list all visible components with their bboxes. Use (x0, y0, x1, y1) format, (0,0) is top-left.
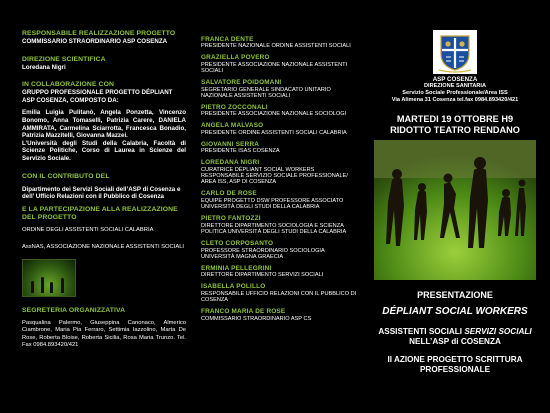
speaker-role: PRESIDENTE NAZIONALE ORDINE ASSISTENTI SOCIALI (201, 43, 351, 50)
contrib-text: Dipartimento dei Servizi Sociali dell’ASP di Cosenza e dell’ Ufficio Relazioni con il Pubblico di Cosenza (22, 185, 181, 201)
speaker-role: PROFESSORE STRAORDINARIO SOCIOLOGIA UNIVERSITÀ MAGNA GRAECIA (201, 247, 325, 260)
speaker-name: GIOVANNI SERRA (201, 140, 260, 148)
collab-members: Emilia Luigia Pulitanò, Angela Ponzetta, Vincenzo Bonomo, Anna Tomaselli, Patrizia Carere, DANIELA AMMIRATA, Carmelina Sciarrotta, Francesca Bonadio, Patrizia Mazzitelli, Giovanna Mazzei. (22, 109, 186, 140)
speaker-entry (201, 265, 359, 279)
speaker-entry (201, 190, 359, 210)
speaker-entry (201, 215, 359, 235)
speaker-role: PRESIDENTE ASSOCIAZIONE NAZIONALE SOCIOLOGI (201, 111, 347, 118)
figure-silhouette (61, 278, 64, 293)
org-department: DIREZIONE SANITARIA (423, 83, 487, 90)
contrib-heading: CON IL CONTRIBUTO DEL (22, 172, 110, 180)
org-name: ASP COSENZA (432, 76, 478, 83)
presentation-subtitle (370, 327, 540, 347)
partecip-item-1: ORDINE DEGLI ASSISTENTI SOCIALI CALABRIA (22, 226, 154, 233)
speaker-entry (201, 308, 359, 322)
speaker-role: CURATRICE DÉPLIANT SOCIAL WORKERS RESPONSABILE SERVIZIO SOCIALE PROFESSIONALE/ AREA ISS, ASP DI COSENZA (201, 166, 348, 186)
collab-group: GRUPPO PROFESSIONALE PROGETTO DÉPLIANT ASP COSENZA, COMPOSTO DA: (22, 89, 173, 104)
segreteria-text: Pasqualina Palermo, Giuseppina Canonaco, Almerico Ciambrone, Maria Pia Ferraro, Settimia Iazzolino, Marta De Rose, Roberta Bloise, Roberta Sicilia, Rosa Maria Trunzo. Tel. Fax 0984.893420/421 (22, 320, 186, 348)
collab-heading: IN COLLABORAZIONE CON (22, 81, 114, 89)
event-venue: RIDOTTO TEATRO RENDANO (390, 125, 520, 136)
speaker-role: DIRETTORE DIPARTIMENTO SERVIZI SOCIALI (201, 272, 324, 279)
event-column (370, 30, 540, 375)
speaker-name: ERMINIA PELLEGRINI (201, 264, 272, 272)
figure-silhouette (41, 277, 44, 293)
speaker-entry (201, 141, 359, 155)
photo-svg (374, 140, 536, 280)
org-address: Via Alimena 31 Cosenza tel.fax 0984.893420/421 (391, 97, 519, 104)
speaker-entry (201, 79, 359, 99)
collab-university: L’Università degli Studi della Calabria, Facoltà di Scienze Politiche, Corso di Laurea in Scienze del Servizio Sociale. (22, 139, 186, 162)
speaker-role: PRESIDENTE ASSOCIAZIONE NAZIONALE ASSISTENTI SOCIALI (201, 61, 348, 75)
partecip-item-2: AssNAS, ASSOCIAZIONE NAZIONALE ASSISTENTI SOCIALI (22, 243, 185, 250)
speaker-role: PRESIDENTE ORDINE ASSISTENTI SOCIALI CALABRIA (201, 129, 347, 136)
speaker-role: DIRETTORE DIPARTIMENTO SOCIOLOGIA E SCIENZA POLITICA UNIVERSITÀ DEGLI STUDI DELLA CALABRIA (201, 222, 347, 236)
presentation-title: DÉPLIANT SOCIAL WORKERS (382, 306, 528, 318)
subtitle-part-b: SERVIZI SOCIALI (464, 327, 532, 337)
speaker-entry (201, 283, 359, 303)
speaker-entry (201, 240, 359, 260)
speaker-name: ANGELA MALVASO (201, 122, 264, 130)
speaker-name: PIETRO ZOCCONALI (201, 104, 268, 112)
speaker-role: COMMISSARIO STRAORDINARIO ASP CS (201, 315, 312, 322)
green-field-thumbnail (22, 259, 76, 297)
speaker-name: LOREDANA NIGRI (201, 159, 260, 167)
speaker-role: RESPONSABILE UFFICIO RELAZIONI CON IL PUBBLICO DI COSENZA (201, 290, 357, 304)
speaker-name: GRAZIELLA POVERO (201, 54, 270, 62)
emblem-svg (433, 30, 477, 74)
speaker-entry (201, 36, 359, 50)
direction-heading: DIREZIONE SCIENTIFICA (22, 55, 106, 63)
event-date: MARTEDI 19 OTTOBRE H9 (396, 114, 514, 125)
speaker-entry (201, 159, 359, 186)
social-workers-photo (374, 140, 536, 280)
speaker-role: EQUIPE PROGETTO DSW PROFESSORE ASSOCIATO UNIVERSITÀ DEGLI STUDI DELLA CALABRIA (201, 197, 344, 211)
resp-heading: RESPONSABILE REALIZZAZIONE PROGETTO (22, 30, 176, 37)
speaker-role: SEGRETARIO GENERALE SINDACATO UNITARIO NAZIONALE ASSISTENTI SOCIALI (201, 86, 331, 100)
speaker-entry (201, 104, 359, 118)
speaker-name: ISABELLA POLILLO (201, 283, 266, 291)
speaker-entry (201, 54, 359, 74)
project-action-line-2: PROFESSIONALE (419, 365, 491, 375)
speaker-name: SALVATORE POIDOMANI (201, 79, 282, 87)
speaker-name: CARLO DE ROSE (201, 190, 257, 198)
speaker-name: CLETO CORPOSANTO (201, 240, 274, 248)
resp-name: COMMISSARIO STRAORDINARIO ASP COSENZA (22, 38, 168, 45)
left-column (22, 30, 186, 349)
org-service: Servizio Sociale Professionale/Area ISS (402, 90, 508, 97)
speaker-entry (201, 122, 359, 136)
figure-silhouette (50, 282, 53, 293)
speakers-column (201, 36, 359, 327)
speaker-name: PIETRO FANTOZZI (201, 215, 261, 223)
calabria-region-emblem-icon (433, 30, 477, 74)
direction-name: Loredana Nigri (22, 63, 66, 71)
presentation-label: PRESENTAZIONE (417, 290, 493, 301)
speaker-name: FRANCA DENTE (201, 36, 254, 43)
subtitle-line-2: NELL’ASP di COSENZA (409, 337, 501, 347)
project-action (370, 355, 540, 375)
subtitle-part-a: ASSISTENTI SOCIALI (378, 327, 465, 337)
speaker-role: PRESIDENTE ISAS COSENZA (201, 148, 280, 155)
project-action-line-1: II AZIONE PROGETTO SCRITTURA (387, 355, 523, 365)
speaker-name: FRANCO MARIA DE ROSE (201, 308, 286, 316)
figure-silhouette (31, 281, 34, 293)
partecip-heading: E LA PARTECIPAZIONE ALLA REALIZZAZIONE DEL PROGETTO (22, 205, 178, 221)
segreteria-heading: SEGRETERIA ORGANIZZATIVA (22, 307, 126, 315)
